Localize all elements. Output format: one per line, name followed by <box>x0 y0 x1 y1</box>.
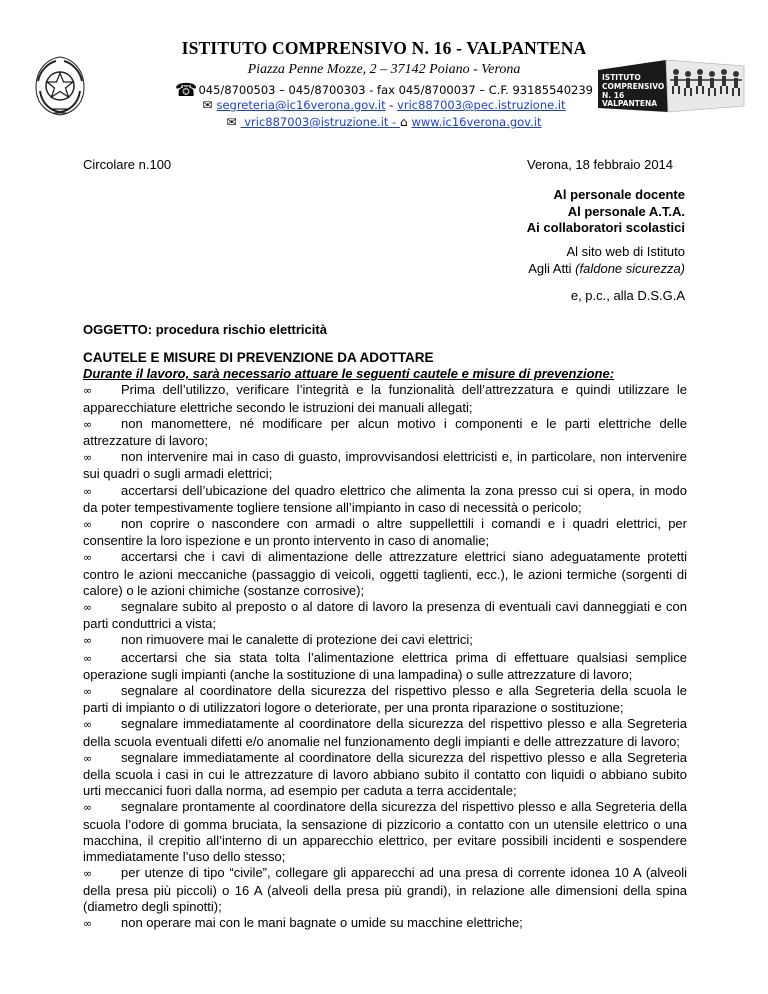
list-item-text: segnalare immediatamente al coordinatore della sicurezza del rispettivo plesso e alla Segreteria della scuola eventuali difetti e/o anomalie nel funzionamento degli impianti e delle attrezzature di lavoro; <box>83 716 687 749</box>
pec-link[interactable]: vric887003@pec.istruzione.it <box>397 98 566 112</box>
bullet-icon: ∞ <box>83 384 93 398</box>
list-item-text: accertarsi dell’ubicazione del quadro elettrico che alimenta la zona presso cui si opera, in modo da poter tempestivamente togliere tensione all’impianto in caso di necessità o pericolo; <box>83 482 687 515</box>
bullet-icon: ∞ <box>83 867 93 881</box>
home-icon: ⌂ <box>399 115 408 129</box>
school-logo <box>596 56 746 118</box>
list-item-text: segnalare subito al preposto o al datore di lavoro la presenza di eventuali cavi danneggiati e con parti conduttrici a vista; <box>83 599 687 632</box>
mail-icon: ✉ <box>226 115 237 129</box>
list-item <box>83 799 687 865</box>
bullet-icon: ∞ <box>83 518 93 532</box>
recipient-website: Al sito web di Istituto <box>566 244 685 259</box>
list-item-text: per utenze di tipo “civile”, collegare gli apparecchi ad una presa di corrente idonea 10 A (alveoli della presa più piccoli) o 16 A (alveoli della presa più grandi), in relazione alle dimensioni della spina (diametro degli spinotti); <box>83 865 687 914</box>
list-item-text: non operare mai con le mani bagnate o umide su macchine elettriche; <box>121 914 523 930</box>
bullet-icon: ∞ <box>83 551 93 565</box>
list-item-text: Prima dell’utilizzo, verificare l’integrità e la funzionalità dell’attrezzatura e quindi utilizzare le apparecchiature elettriche secondo le istruzioni dei manuali allegati; <box>83 382 687 415</box>
bullet-icon: ∞ <box>83 916 93 930</box>
bullet-icon: ∞ <box>83 601 93 615</box>
section-title: CAUTELE E MISURE DI PREVENZIONE DA ADOTTARE <box>83 350 434 365</box>
list-item-text: non intervenire mai in caso di guasto, improvvisandosi elettricisti e, in particolare, non intervenire sui quadri o sugli armadi elettrici; <box>83 449 687 482</box>
list-item-text: non coprire o nascondere con armadi o altre suppellettili i comandi e i quadri elettrici, per consentire la loro ispezione e un pronto intervento in caso di anomalie; <box>83 516 687 549</box>
list-item-text: segnalare prontamente al coordinatore della sicurezza del rispettivo plesso e alla Segreteria della scuola l’odore di gomma bruciata, la sensazione di pizzicorio a contatto con un utensile elettrico o una macchina, il crepitio all’interno di un apparecchio elettrico, per evitare possibili incidenti e sospendere immediatamente l’uso dello stesso; <box>83 799 687 865</box>
logo-line-1: ISTITUTO <box>602 73 641 82</box>
phone-numbers: 045/8700503 – 045/8700303 - fax 045/8700037 – C.F. 93185540239 <box>198 83 593 97</box>
school-name: ISTITUTO COMPRENSIVO N. 16 - VALPANTENA <box>181 38 587 58</box>
bullet-icon: ∞ <box>83 417 93 431</box>
circular-date: Verona, 18 febbraio 2014 <box>527 157 674 172</box>
list-item <box>83 650 687 683</box>
list-item-text: non manomettere, né modificare per alcun motivo i componenti e le parti elettriche delle attrezzature di lavoro; <box>83 415 687 449</box>
bullet-icon: ∞ <box>83 634 93 648</box>
list-item <box>83 516 687 549</box>
letterhead <box>0 38 768 130</box>
list-item <box>83 865 687 915</box>
recipient-records-note: (faldone sicurezza) <box>575 260 685 276</box>
recipient-collaborators: Ai collaboratori scolastici <box>526 220 685 235</box>
school-address: Piazza Penne Mozze, 2 – 37142 Poiano - Verona <box>247 62 521 77</box>
bullet-icon: ∞ <box>83 651 93 665</box>
bullet-icon: ∞ <box>83 685 93 699</box>
recipient-teachers: Al personale docente <box>553 187 685 202</box>
logo-line-3: N. 16 <box>602 91 625 100</box>
recipient-records <box>528 261 685 278</box>
email-separator: - <box>385 98 398 112</box>
mail-icon: ✉ <box>202 98 213 112</box>
circular-number: Circolare n.100 <box>83 157 172 172</box>
list-item <box>83 549 687 599</box>
recipient-ata: Al personale A.T.A. <box>567 203 685 219</box>
bullet-icon: ∞ <box>83 751 93 765</box>
list-item <box>83 632 687 649</box>
list-item <box>83 483 687 516</box>
recipients-primary <box>527 187 685 237</box>
document-body <box>83 350 687 932</box>
list-item-text: accertarsi che i cavi di alimentazione delle attrezzature elettrici siano adeguatamente protetti contro le azioni meccaniche (passaggio di veicoli, oggetti taglienti, ecc.), le azioni termiche (sorgenti di calore) o le azioni chimiche (sostanze corrosive); <box>83 549 687 598</box>
subject-line: OGGETTO: procedura rischio elettricità <box>83 322 327 337</box>
list-item <box>83 915 687 932</box>
list-item <box>83 416 687 449</box>
list-item <box>83 382 687 415</box>
bullet-icon: ∞ <box>83 484 93 498</box>
recipients-secondary <box>528 244 685 277</box>
list-item <box>83 683 687 716</box>
list-item <box>83 750 687 800</box>
list-item-text: segnalare immediatamente al coordinatore della sicurezza del rispettivo plesso e alla Segreteria della scuola i casi in cui le attrezzature di lavoro abbiano subito il contatto con liquidi o abbiano subito urti meccanici fuori dalla norma, ad esempio per caduta a terra accidentale; <box>83 749 687 799</box>
website-link[interactable]: www.ic16verona.gov.it <box>411 115 542 129</box>
phone-icon: ☎ <box>175 80 198 101</box>
list-item <box>83 599 687 632</box>
logo-line-2: COMPRENSIVO <box>602 82 665 91</box>
recipient-cc: e, p.c., alla D.S.G.A <box>570 288 685 303</box>
prevention-list <box>83 382 687 932</box>
list-item <box>83 716 687 749</box>
logo-line-4: VALPANTENA <box>602 99 658 108</box>
list-item-text: non rimuovere mai le canalette di protezione dei cavi elettrici; <box>121 632 473 648</box>
list-item-text: segnalare al coordinatore della sicurezza del rispettivo plesso e alla Segreteria della scuola le parti di impianto o di utilizzatori logore o deteriorate, per una pronta riparazione o sostituzione; <box>83 683 687 716</box>
section-subtitle: Durante il lavoro, sarà necessario attuare le seguenti cautele e misure di prevenzione: <box>83 366 615 382</box>
email-link[interactable]: segreteria@ic16verona.gov.it <box>216 98 386 112</box>
recipient-records-prefix: Agli Atti <box>528 260 576 276</box>
bullet-icon: ∞ <box>83 451 93 465</box>
list-item <box>83 449 687 482</box>
email-link-2[interactable]: vric887003@istruzione.it - <box>240 115 400 129</box>
bullet-icon: ∞ <box>83 718 93 732</box>
list-item-text: accertarsi che sia stata tolta l’alimentazione elettrica prima di effettuare qualsiasi semplice operazione sugli impianti (anche la sostituzione di una lampadina) o sulle attrezzature di lavoro; <box>83 649 687 682</box>
bullet-icon: ∞ <box>83 801 93 815</box>
